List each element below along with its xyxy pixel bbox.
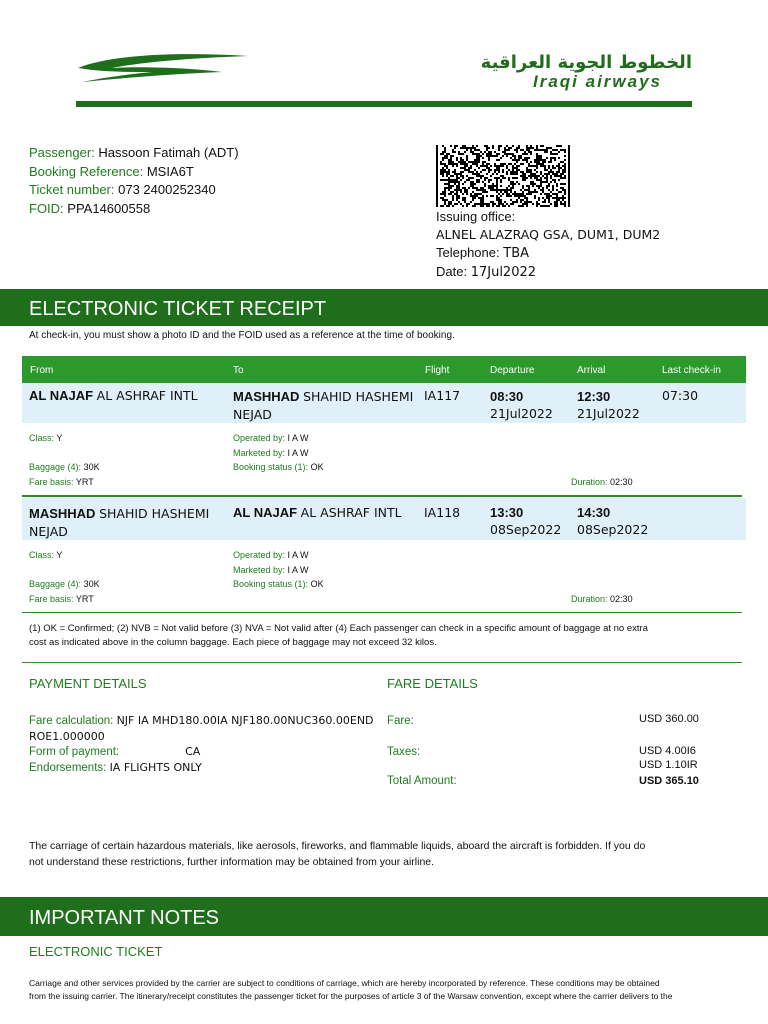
seg1-flight: IA117	[424, 388, 461, 403]
hazard-line-2: not understand these restrictions, further information may be obtained from your airline.	[29, 856, 435, 868]
fare-calc-value: NJF IA MHD180.00IA NJF180.00NUC360.00END	[116, 714, 374, 727]
col-flight: Flight	[425, 365, 450, 376]
seg1-dep-date: 21Jul2022	[490, 406, 553, 421]
footnote-line-2: cost as indicated above in the column baggage. Each piece of baggage may not exceed 32 kilos.	[29, 637, 437, 648]
notes-line-2: from the issuing carrier. The itinerary/receipt constitutes the passenger ticket for the purposes of article 3 of the Warsaw convention, except where the carrier delivers to the	[29, 991, 673, 1001]
payment-form-label: Form of payment:	[29, 746, 120, 758]
seg2-from-code: MASHHAD	[29, 506, 96, 521]
seg2-flight: IA118	[424, 505, 461, 520]
fare-value: USD 360.00	[639, 713, 699, 725]
seg2-dep-date: 08Sep2022	[490, 522, 562, 537]
seg1-arr-date: 21Jul2022	[577, 406, 640, 421]
seg1-from-name: AL ASHRAF INTL	[96, 388, 198, 403]
seg2-marketed-label: Marketed by:	[233, 565, 286, 575]
seg2-arr-date: 08Sep2022	[577, 522, 649, 537]
taxes-label: Taxes:	[387, 746, 421, 758]
seg2-marketed-value: I A W	[287, 565, 309, 575]
seg1-status-value: OK	[310, 462, 324, 472]
seg1-duration-value: 02:30	[610, 477, 633, 487]
hazard-notice	[29, 838, 645, 870]
seg1-class-label: Class:	[29, 433, 55, 443]
seg1-to-code: MASHHAD	[233, 389, 300, 404]
barcode	[436, 145, 570, 207]
total-label: Total Amount:	[387, 775, 457, 787]
notes-banner	[0, 897, 768, 936]
seg2-baggage-value: 30K	[83, 579, 100, 589]
endorsements-value: IA FLIGHTS ONLY	[109, 761, 202, 774]
seg2-status-label: Booking status (1):	[233, 579, 309, 589]
seg1-baggage-value: 30K	[83, 462, 100, 472]
foid-label: FOID:	[29, 200, 64, 216]
seg1-marketed-value: I A W	[287, 448, 309, 458]
seg1-status-label: Booking status (1):	[233, 462, 309, 472]
seg1-baggage-label: Baggage (4):	[29, 462, 82, 472]
total-value: USD 365.10	[639, 775, 699, 787]
seg1-class-value: Y	[56, 433, 63, 443]
notes-subtitle: ELECTRONIC TICKET	[29, 944, 163, 959]
fare-title: FARE DETAILS	[387, 676, 478, 691]
seg1-operated-value: I A W	[287, 433, 309, 443]
booking-reference-label: Booking Reference:	[29, 163, 144, 179]
seg2-arr-time: 14:30	[577, 505, 611, 520]
seg1-dep-time: 08:30	[490, 389, 524, 404]
col-last-checkin: Last check-in	[662, 365, 721, 376]
notes-line-1: Carriage and other services provided by the carrier are subject to conditions of carriage, which are hereby incorporated by reference. These conditions may be obtained	[29, 978, 660, 988]
hazard-line-1: The carriage of certain hazardous materials, like aerosols, fireworks, and flammable liquids, aboard the aircraft is forbidden. If you do	[29, 840, 646, 852]
seg1-from-code: AL NAJAF	[29, 388, 94, 403]
table-bottom-rule	[22, 612, 742, 613]
seg2-from-name: SHAHID HASHEMI NEJAD	[29, 506, 210, 539]
seg2-duration-label: Duration:	[571, 594, 608, 604]
telephone-value: TBA	[503, 246, 530, 261]
seg1-fare-label: Fare basis:	[29, 477, 74, 487]
payment-title: PAYMENT DETAILS	[29, 676, 147, 691]
issuer-info	[436, 208, 660, 282]
seg2-baggage-label: Baggage (4):	[29, 579, 82, 589]
seg2-operated-value: I A W	[287, 550, 309, 560]
seg1-arr-time: 12:30	[577, 389, 611, 404]
ticket-number-value: 073 2400252340	[118, 182, 216, 197]
seg1-fare-value: YRT	[75, 477, 94, 487]
payment-details	[29, 713, 374, 776]
col-to: To	[233, 365, 244, 376]
passenger-label: Passenger:	[29, 145, 95, 160]
seg2-operated-label: Operated by:	[233, 550, 286, 560]
english-airline-name: Iraqi airways	[532, 72, 662, 91]
seg2-class-label: Class:	[29, 550, 55, 560]
notes-title: IMPORTANT NOTES	[29, 907, 220, 929]
telephone-label: Telephone:	[436, 245, 500, 260]
tax-1-value: USD 4.00I6	[639, 745, 696, 757]
fare-calc-value-2: ROE1.000000	[29, 730, 105, 743]
seg1-marketed-label: Marketed by:	[233, 448, 286, 458]
booking-reference-value: MSIA6T	[146, 163, 194, 179]
foid-value: PPA14600558	[67, 200, 151, 216]
payment-form-value: CA	[185, 745, 201, 758]
footnote	[29, 622, 648, 650]
col-arrival: Arrival	[577, 365, 606, 376]
footnote-rule	[22, 662, 742, 663]
notes-body	[29, 977, 739, 1003]
receipt-title: ELECTRONIC TICKET RECEIPT	[29, 298, 327, 320]
seg2-to-code: AL NAJAF	[233, 505, 298, 520]
receipt-banner	[0, 289, 768, 326]
passenger-info	[29, 144, 239, 218]
seg2-to-name: AL ASHRAF INTL	[300, 505, 402, 520]
tax-2-value: USD 1.10IR	[639, 759, 698, 771]
fare-label: Fare:	[387, 715, 414, 727]
checkin-note: At check-in, you must show a photo ID and the FOID used as a reference at the time of booking.	[29, 330, 455, 341]
issuing-office-value: ALNEL ALAZRAQ GSA, DUM1, DUM2	[436, 227, 661, 242]
seg2-duration-value: 02:30	[610, 594, 633, 604]
seg2-status-value: OK	[310, 579, 324, 589]
col-departure: Departure	[490, 365, 535, 376]
arabic-airline-name: الخطوط الجوية العراقية	[480, 52, 692, 73]
seg2-fare-label: Fare basis:	[29, 594, 74, 604]
logo-rule	[76, 101, 692, 107]
seg2-dep-time: 13:30	[490, 505, 524, 520]
airline-wing-logo-icon	[72, 50, 252, 90]
seg1-operated-label: Operated by:	[233, 433, 286, 443]
barcode-icon	[436, 145, 570, 207]
fare-calc-label: Fare calculation:	[29, 715, 114, 727]
seg2-class-value: Y	[56, 550, 63, 560]
col-from: From	[30, 365, 54, 376]
seg1-to-name: SHAHID HASHEMI NEJAD	[233, 389, 414, 422]
ticket-number-label: Ticket number:	[29, 182, 115, 197]
footnote-line-1: (1) OK = Confirmed; (2) NVB = Not valid before (3) NVA = Not valid after (4) Each passenger can check in a specific amount of baggage at no extra	[29, 623, 648, 634]
airline-logo	[72, 50, 252, 90]
segment-divider	[22, 495, 742, 497]
seg1-last-checkin: 07:30	[662, 388, 699, 403]
date-label: Date:	[436, 264, 468, 279]
date-value: 17Jul2022	[470, 265, 537, 280]
flight-table-header	[22, 356, 746, 383]
issuing-office-label: Issuing office:	[436, 209, 516, 224]
passenger-name: Hassoon Fatimah (ADT)	[98, 145, 239, 160]
endorsements-label: Endorsements:	[29, 762, 107, 774]
seg1-duration-label: Duration:	[571, 477, 608, 487]
seg2-fare-value: YRT	[75, 594, 94, 604]
